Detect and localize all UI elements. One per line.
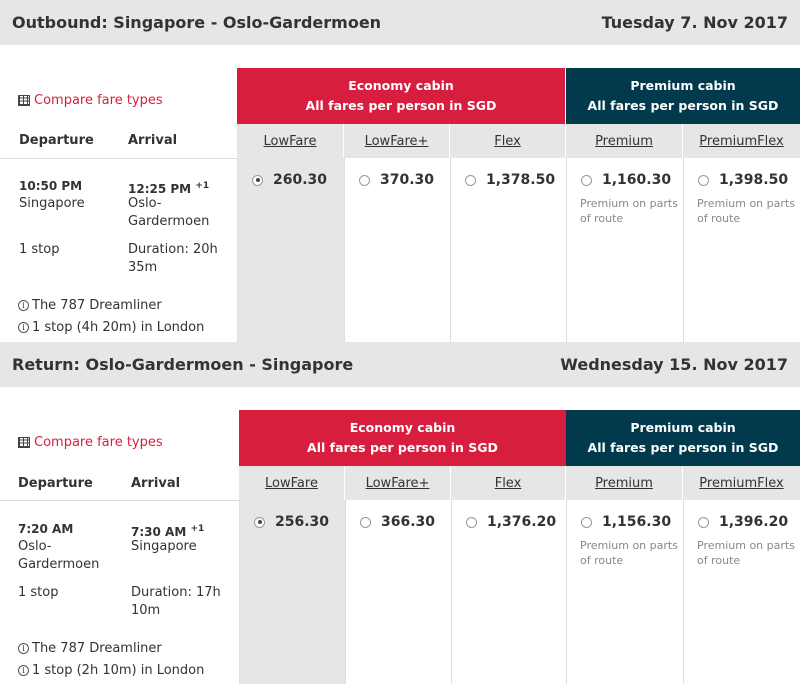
economy-cabin-subtitle: All fares per person in SGD bbox=[307, 440, 498, 455]
fare-cell-lowfare[interactable] bbox=[237, 158, 344, 342]
outbound-header bbox=[0, 0, 800, 45]
arrival-city-line1: Oslo- bbox=[128, 196, 162, 211]
fare-header-lowfare[interactable]: LowFare bbox=[239, 466, 345, 500]
fare-price: 256.30 bbox=[275, 514, 330, 530]
premium-note: Premium on parts of route bbox=[697, 197, 795, 225]
fare-cell-flex[interactable] bbox=[451, 500, 566, 684]
duration-line2: 35m bbox=[128, 260, 158, 275]
arrival-heading: Arrival bbox=[128, 133, 178, 148]
arrival-time: 12:25 PM $^{+1}$ bbox=[128, 181, 210, 196]
return-header bbox=[0, 342, 800, 387]
premium-cabin-subtitle: All fares per person in SGD bbox=[587, 440, 779, 455]
departure-heading: Departure bbox=[18, 476, 93, 491]
fare-header-premiumflex[interactable]: PremiumFlex bbox=[683, 124, 800, 158]
duration-line1: Duration: 17h bbox=[131, 585, 221, 600]
fare-price: 1,376.20 bbox=[487, 514, 557, 530]
fare-cell-lowfare[interactable] bbox=[239, 500, 345, 684]
divider bbox=[0, 500, 239, 501]
fare-cell-premiumflex[interactable] bbox=[683, 500, 800, 684]
fare-price: 370.30 bbox=[380, 172, 435, 188]
outbound-date: Tuesday 7. Nov 2017 bbox=[601, 13, 788, 32]
radio[interactable] bbox=[581, 517, 592, 528]
return-section bbox=[0, 342, 800, 684]
stops: 1 stop bbox=[19, 242, 60, 257]
fare-cell-premium[interactable] bbox=[566, 500, 683, 684]
divider bbox=[0, 158, 237, 159]
premium-cabin-header bbox=[566, 68, 800, 124]
departure-city: Singapore bbox=[19, 196, 85, 211]
radio[interactable] bbox=[698, 175, 709, 186]
fare-header-lowfare[interactable]: LowFare bbox=[237, 124, 344, 158]
compare-label: Compare fare types bbox=[34, 435, 163, 450]
radio[interactable] bbox=[360, 517, 371, 528]
duration-line2: 10m bbox=[131, 603, 161, 618]
fare-header-premiumflex[interactable]: PremiumFlex bbox=[683, 466, 800, 500]
arrival-time: 7:30 AM $^{+1}$ bbox=[131, 524, 205, 539]
departure-city-line2: Gardermoen bbox=[18, 557, 100, 572]
info-icon: i bbox=[18, 300, 29, 311]
departure-time: 7:20 AM bbox=[18, 522, 74, 536]
fare-cell-lowfare-plus[interactable] bbox=[344, 158, 450, 342]
aircraft-info[interactable]: i The 787 Dreamliner bbox=[18, 298, 162, 313]
premium-note: Premium on parts of route bbox=[697, 539, 795, 567]
radio-selected[interactable] bbox=[254, 517, 265, 528]
premium-note: Premium on parts of route bbox=[580, 197, 678, 225]
fare-price: 1,160.30 bbox=[602, 172, 672, 188]
economy-cabin-title: Economy cabin bbox=[348, 78, 454, 93]
fare-price: 1,398.50 bbox=[719, 172, 789, 188]
premium-note: Premium on parts of route bbox=[580, 539, 678, 567]
fare-price: 1,378.50 bbox=[486, 172, 556, 188]
duration-line1: Duration: 20h bbox=[128, 242, 218, 257]
fare-price: 260.30 bbox=[273, 172, 328, 188]
radio-selected[interactable] bbox=[252, 175, 263, 186]
premium-cabin-subtitle: All fares per person in SGD bbox=[587, 98, 779, 113]
radio[interactable] bbox=[581, 175, 592, 186]
departure-heading: Departure bbox=[19, 133, 94, 148]
compare-label: Compare fare types bbox=[34, 93, 163, 108]
fare-header-flex[interactable]: Flex bbox=[450, 124, 566, 158]
return-date: Wednesday 15. Nov 2017 bbox=[560, 355, 788, 374]
fare-price: 366.30 bbox=[381, 514, 436, 530]
fare-header-lowfare-plus[interactable]: LowFare+ bbox=[344, 124, 450, 158]
arrival-city-line2: Gardermoen bbox=[128, 214, 210, 229]
fare-price: 1,156.30 bbox=[602, 514, 672, 530]
aircraft-info[interactable]: i The 787 Dreamliner bbox=[18, 641, 162, 656]
fare-header-premium[interactable]: Premium bbox=[566, 124, 683, 158]
radio[interactable] bbox=[465, 175, 476, 186]
info-icon: i bbox=[18, 643, 29, 654]
departure-time: 10:50 PM bbox=[19, 179, 83, 193]
arrival-heading: Arrival bbox=[131, 476, 181, 491]
table-icon bbox=[18, 437, 30, 448]
departure-city-line1: Oslo- bbox=[18, 539, 52, 554]
info-icon: i bbox=[18, 665, 29, 676]
outbound-title: Outbound: Singapore - Oslo-Gardermoen bbox=[12, 13, 382, 32]
compare-fare-types-link[interactable] bbox=[18, 93, 163, 108]
fare-cell-premiumflex[interactable] bbox=[683, 158, 800, 342]
stops: 1 stop bbox=[18, 585, 59, 600]
stop-info[interactable]: i 1 stop (2h 10m) in London bbox=[18, 663, 204, 678]
economy-cabin-subtitle: All fares per person in SGD bbox=[305, 98, 497, 113]
premium-cabin-title: Premium cabin bbox=[630, 420, 736, 435]
stop-info[interactable]: i 1 stop (4h 20m) in London bbox=[18, 320, 204, 335]
radio[interactable] bbox=[698, 517, 709, 528]
economy-cabin-title: Economy cabin bbox=[349, 420, 456, 435]
fare-cell-lowfare-plus[interactable] bbox=[345, 500, 451, 684]
return-title: Return: Oslo-Gardermoen - Singapore bbox=[12, 355, 354, 374]
fare-cell-flex[interactable] bbox=[450, 158, 566, 342]
radio[interactable] bbox=[466, 517, 477, 528]
fare-header-flex[interactable]: Flex bbox=[451, 466, 566, 500]
fare-price: 1,396.20 bbox=[719, 514, 789, 530]
arrival-city: Singapore bbox=[131, 539, 197, 554]
fare-cell-premium[interactable] bbox=[566, 158, 683, 342]
info-icon: i bbox=[18, 322, 29, 333]
premium-cabin-title: Premium cabin bbox=[630, 78, 736, 93]
economy-cabin-header bbox=[237, 68, 565, 124]
fare-header-lowfare-plus[interactable]: LowFare+ bbox=[345, 466, 451, 500]
radio[interactable] bbox=[359, 175, 370, 186]
table-icon bbox=[18, 95, 30, 106]
compare-fare-types-link[interactable] bbox=[18, 435, 163, 450]
economy-cabin-header bbox=[239, 410, 566, 466]
premium-cabin-header bbox=[566, 410, 800, 466]
fare-header-premium[interactable]: Premium bbox=[566, 466, 683, 500]
